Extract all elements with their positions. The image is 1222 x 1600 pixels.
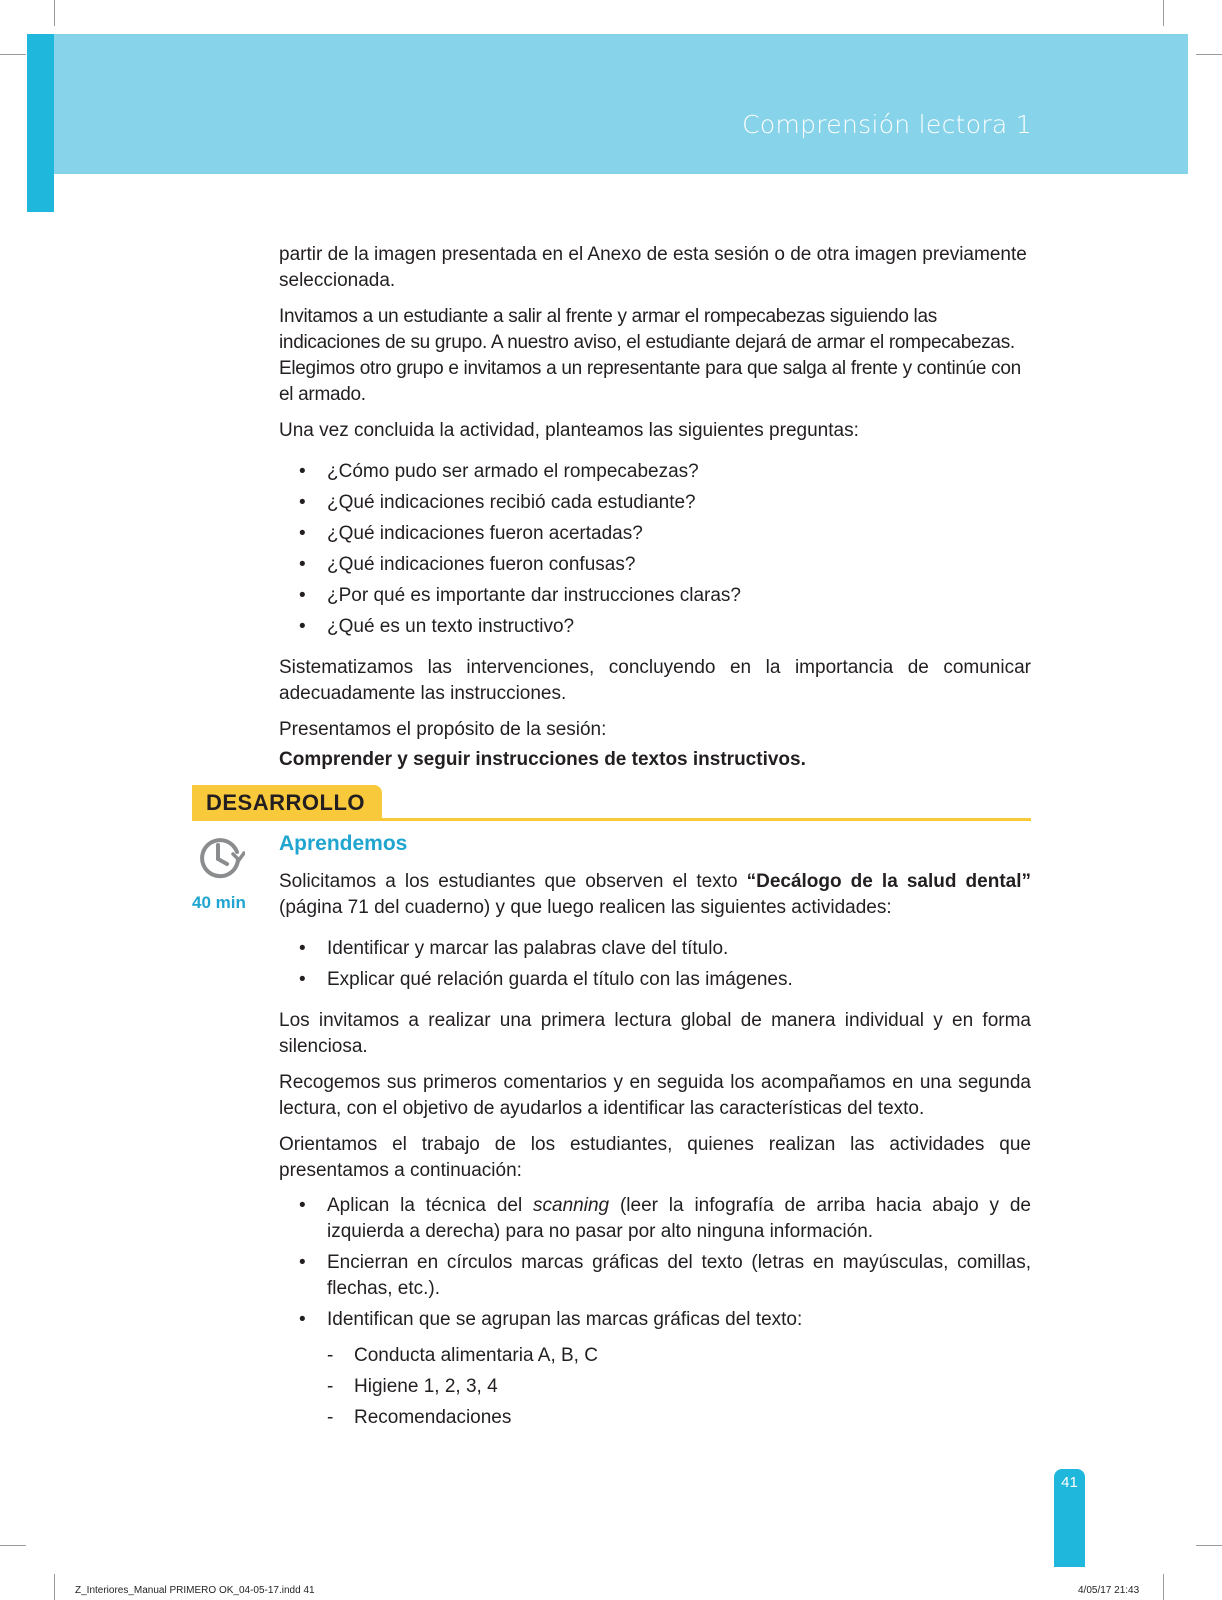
list-item-text: Identifican que se agrupan las marcas gráficas del texto: <box>327 1309 803 1330</box>
list-item <box>279 552 1031 578</box>
header-side-tab <box>27 34 54 212</box>
text-run: (leer la infografía de arriba hacia abajo y de izquierda a derecha) para no pasar por alto ninguna información. <box>327 1195 1031 1242</box>
bullet-icon: • <box>299 461 306 482</box>
crop-mark <box>54 1574 55 1600</box>
bullet-icon: • <box>299 554 306 575</box>
list-item <box>279 459 1031 485</box>
list-item <box>279 1405 1031 1431</box>
list-item-text: ¿Qué indicaciones fueron confusas? <box>327 554 636 575</box>
footer-date: 4/05/17 21:43 <box>1078 1585 1140 1596</box>
session-purpose: Comprender y seguir instrucciones de textos instructivos. <box>279 749 806 770</box>
intro-paragraph: partir de la imagen presentada en el Anexo de esta sesión o de otra imagen previamente seleccionada. <box>279 244 1027 291</box>
list-item-text: Conducta alimentaria A, B, C <box>354 1345 598 1366</box>
desarrollo-paragraph: Orientamos el trabajo de los estudiantes, quienes realizan las actividades que presentamos a continuación: <box>279 1134 1031 1181</box>
dash-marker: - <box>327 1345 334 1366</box>
list-item-text: ¿Qué indicaciones recibió cada estudiante? <box>327 492 696 513</box>
list-item <box>279 614 1031 640</box>
list-item-text: ¿Qué indicaciones fueron acertadas? <box>327 523 643 544</box>
page-number: 41 <box>1061 1474 1078 1491</box>
list-item-text: Explicar qué relación guarda el título con las imágenes. <box>327 969 793 990</box>
list-item-text: Encierran en círculos marcas gráficas del texto (letras en mayúsculas, comillas, flechas, etc.). <box>327 1252 1031 1299</box>
list-item-text: ¿Qué es un texto instructivo? <box>327 616 575 637</box>
list-item <box>279 967 1031 993</box>
bullet-icon: • <box>299 523 306 544</box>
bullet-icon: • <box>299 969 306 990</box>
header-banner <box>54 34 1188 174</box>
list-item <box>279 936 1031 962</box>
text-run: (página 71 del cuaderno) y que luego realicen las siguientes actividades: <box>279 897 892 918</box>
list-item <box>279 1193 1031 1245</box>
intro-section <box>279 242 1031 773</box>
list-item-text: ¿Por qué es importante dar instrucciones claras? <box>327 585 741 606</box>
list-item <box>279 1250 1031 1302</box>
crop-mark <box>1163 0 1164 26</box>
list-item <box>279 1374 1031 1400</box>
list-item-text: Recomendaciones <box>354 1407 512 1428</box>
desarrollo-paragraph: Recogemos sus primeros comentarios y en seguida los acompañamos en una segunda lectura, con el objetivo de ayudarlos a identificar las características del texto. <box>279 1072 1031 1119</box>
dash-marker: - <box>327 1376 334 1397</box>
clock-icon <box>197 834 245 882</box>
list-item <box>279 521 1031 547</box>
crop-mark <box>54 0 55 26</box>
list-item <box>279 1343 1031 1369</box>
bullet-icon: • <box>299 1252 306 1273</box>
bullet-icon: • <box>299 616 306 637</box>
list-item <box>279 583 1031 609</box>
section-title: DESARROLLO <box>206 790 365 815</box>
crop-mark <box>0 1545 26 1546</box>
list-item-text: Higiene 1, 2, 3, 4 <box>354 1376 498 1397</box>
subsection-title: Aprendemos <box>279 832 408 855</box>
list-item-text: Identificar y marcar las palabras clave del título. <box>327 938 729 959</box>
bullet-icon: • <box>299 1195 306 1216</box>
text-run: Solicitamos a los estudiantes que observen el texto <box>279 871 747 892</box>
intro-paragraph: Sistematizamos las intervenciones, concluyendo en la importancia de comunicar adecuadamente las instrucciones. <box>279 657 1031 704</box>
text-run-italic: scanning <box>533 1195 610 1216</box>
list-item <box>279 490 1031 516</box>
technique-list <box>279 1193 1031 1333</box>
time-label: 40 min <box>192 893 246 912</box>
group-list <box>279 1343 1031 1431</box>
intro-paragraph: Presentamos el propósito de la sesión: <box>279 719 607 740</box>
intro-paragraph: Una vez concluida la actividad, planteamos las siguientes preguntas: <box>279 420 859 441</box>
desarrollo-section <box>279 869 1031 1431</box>
desarrollo-paragraph <box>279 869 1031 921</box>
bullet-icon: • <box>299 1309 306 1330</box>
crop-mark <box>0 54 26 55</box>
bullet-icon: • <box>299 492 306 513</box>
text-title-reference: “Decálogo de la salud dental” <box>746 871 1031 892</box>
crop-mark <box>1163 1574 1164 1600</box>
bullet-icon: • <box>299 585 306 606</box>
question-list <box>279 459 1031 640</box>
crop-mark <box>1196 1545 1222 1546</box>
list-item-text: ¿Cómo pudo ser armado el rompecabezas? <box>327 461 699 482</box>
page-title: Comprensión lectora 1 <box>742 110 1032 139</box>
bullet-icon: • <box>299 938 306 959</box>
crop-mark <box>1196 54 1222 55</box>
dash-marker: - <box>327 1407 334 1428</box>
intro-paragraph: Invitamos a un estudiante a salir al frente y armar el rompecabezas siguiendo las indicaciones de su grupo. A nuestro aviso, el estudiante dejará de armar el rompecabezas. Elegimos otro grupo e invitamos a un representante para que salga al frente y continúe con el armado. <box>279 306 1021 405</box>
section-divider <box>192 818 1031 821</box>
activity-list <box>279 936 1031 993</box>
footer-file-name: Z_Interiores_Manual PRIMERO OK_04-05-17.indd 41 <box>75 1585 315 1596</box>
list-item <box>279 1307 1031 1333</box>
text-run: Aplican la técnica del <box>327 1195 534 1216</box>
desarrollo-paragraph: Los invitamos a realizar una primera lectura global de manera individual y en forma silenciosa. <box>279 1010 1031 1057</box>
